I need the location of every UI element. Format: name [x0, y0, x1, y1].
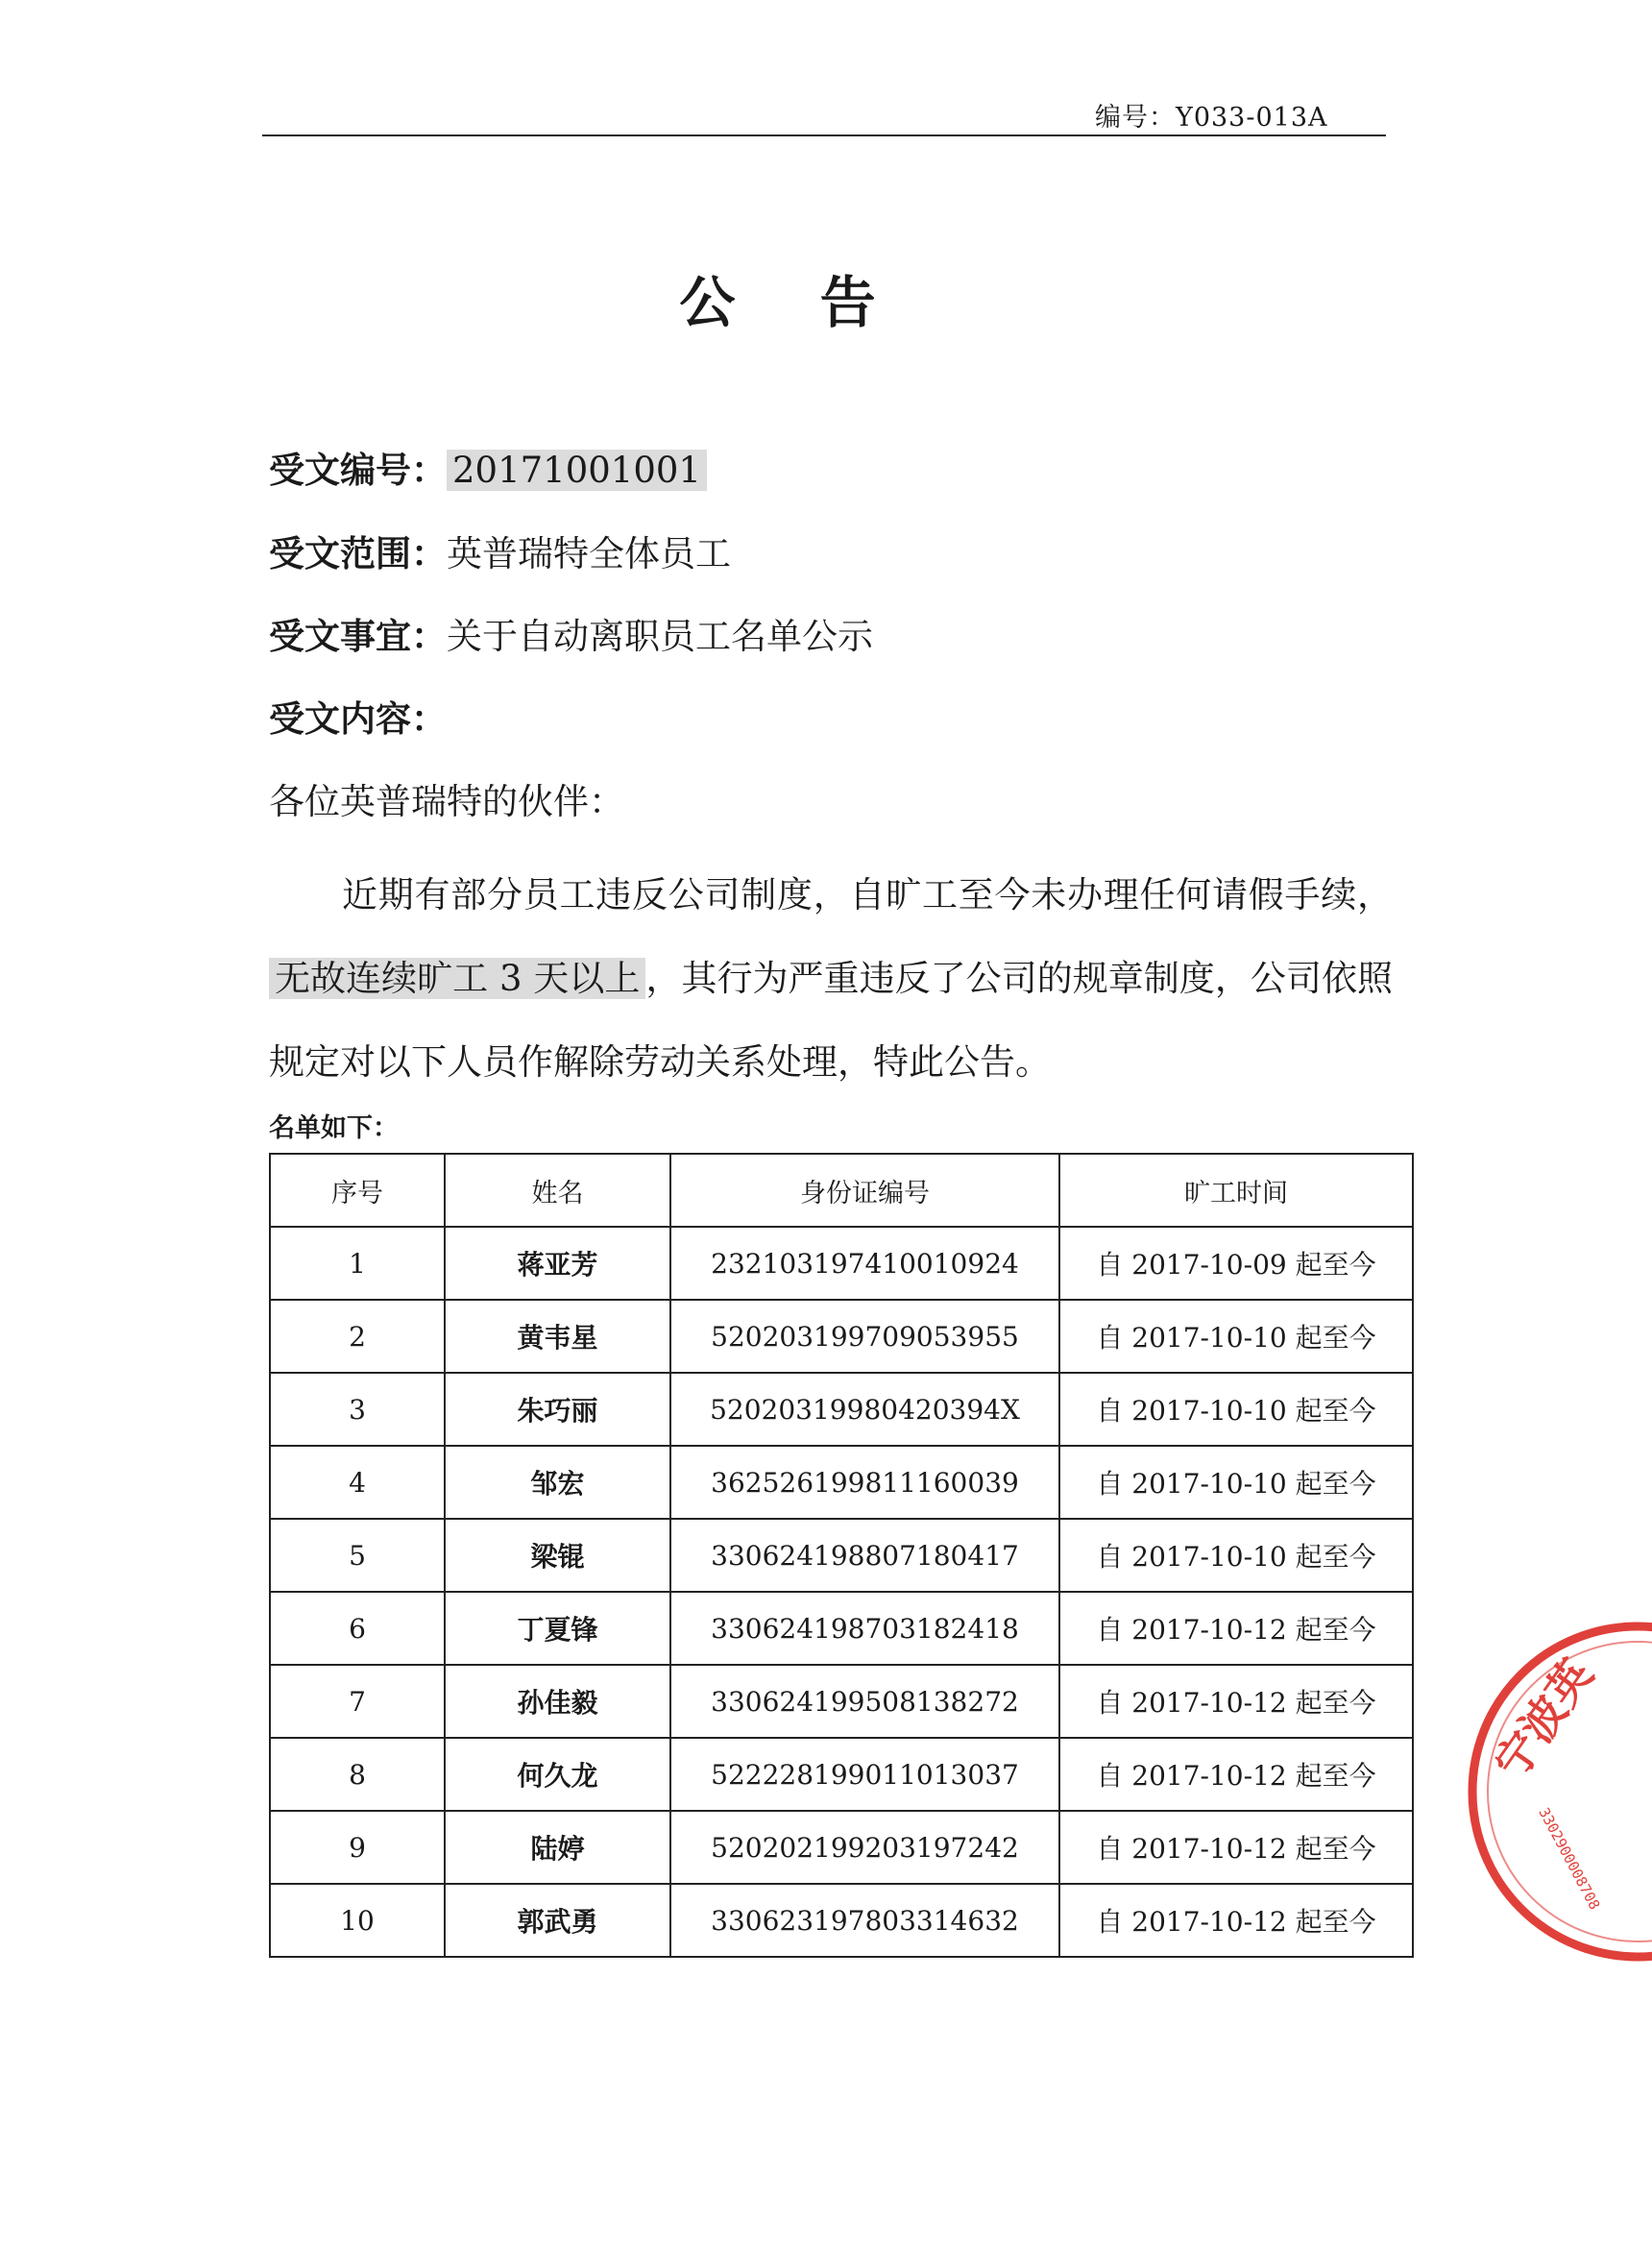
cell-name: 邹宏 [445, 1446, 670, 1519]
page-title: 公 告 [679, 270, 909, 335]
svg-text:宁波英: 宁波英 [1484, 1649, 1603, 1789]
list-caption: 名单如下： [269, 1113, 399, 1143]
table-header-row [270, 1154, 1413, 1227]
meta-label-scope: 受文范围： [269, 533, 447, 574]
notice-paragraph [269, 853, 1393, 1104]
cell-seq: 9 [270, 1811, 445, 1884]
cell-id: 330624199508138272 [670, 1665, 1059, 1738]
meta-value-scope: 英普瑞特全体员工 [447, 533, 731, 574]
document-number: 编号：Y033-013A [1095, 103, 1328, 133]
cell-period: 自 2017-10-10 起至今 [1059, 1300, 1413, 1373]
paragraph-highlight: 无故连续旷工 3 天以上 [269, 958, 645, 999]
cell-name: 朱巧丽 [445, 1373, 670, 1446]
cell-seq: 2 [270, 1300, 445, 1373]
meta-value-number: 20171001001 [447, 450, 707, 491]
cell-period: 自 2017-10-12 起至今 [1059, 1592, 1413, 1665]
meta-label-subject: 受文事宜： [269, 616, 447, 657]
table-row [270, 1738, 1413, 1811]
table-row [270, 1373, 1413, 1446]
company-seal-icon [1460, 1614, 1652, 1969]
meta-label-content: 受文内容： [269, 698, 447, 740]
cell-period: 自 2017-10-10 起至今 [1059, 1519, 1413, 1592]
cell-period: 自 2017-10-09 起至今 [1059, 1227, 1413, 1300]
table-row [270, 1519, 1413, 1592]
cell-name: 孙佳毅 [445, 1665, 670, 1738]
cell-seq: 10 [270, 1884, 445, 1957]
cell-name: 陆婷 [445, 1811, 670, 1884]
table-row [270, 1592, 1413, 1665]
cell-name: 何久龙 [445, 1738, 670, 1811]
cell-id: 522228199011013037 [670, 1738, 1059, 1811]
cell-id: 362526199811160039 [670, 1446, 1059, 1519]
svg-text:3302900008708: 3302900008708 [1535, 1804, 1604, 1913]
cell-name: 梁锟 [445, 1519, 670, 1592]
cell-seq: 5 [270, 1519, 445, 1592]
table-row [270, 1227, 1413, 1300]
cell-period: 自 2017-10-12 起至今 [1059, 1884, 1413, 1957]
header-divider [262, 134, 1386, 136]
paragraph-text-part2: ，其行为严重违反了公司的规章制度，公司依照规定对以下人员作解除劳动关系处理，特此公告。 [269, 958, 1394, 1083]
meta-row-subject [269, 613, 873, 661]
cell-id: 520203199709053955 [670, 1300, 1059, 1373]
cell-period: 自 2017-10-12 起至今 [1059, 1738, 1413, 1811]
col-header-seq: 序号 [270, 1154, 445, 1227]
col-header-id: 身份证编号 [670, 1154, 1059, 1227]
col-header-period: 旷工时间 [1059, 1154, 1413, 1227]
table-row [270, 1300, 1413, 1373]
cell-seq: 4 [270, 1446, 445, 1519]
cell-id: 330624198703182418 [670, 1592, 1059, 1665]
cell-period: 自 2017-10-12 起至今 [1059, 1811, 1413, 1884]
cell-seq: 8 [270, 1738, 445, 1811]
cell-id: 330624198807180417 [670, 1519, 1059, 1592]
employee-table [269, 1153, 1414, 1958]
paragraph-text-part1: 近期有部分员工违反公司制度，自旷工至今未办理任何请假手续， [342, 874, 1393, 915]
cell-seq: 1 [270, 1227, 445, 1300]
cell-name: 郭武勇 [445, 1884, 670, 1957]
meta-row-content [269, 696, 447, 744]
cell-name: 黄韦星 [445, 1300, 670, 1373]
table-row [270, 1665, 1413, 1738]
cell-id: 330623197803314632 [670, 1884, 1059, 1957]
table-row [270, 1811, 1413, 1884]
table-row [270, 1884, 1413, 1957]
meta-row-scope [269, 530, 731, 578]
meta-value-subject: 关于自动离职员工名单公示 [447, 616, 873, 657]
cell-name: 丁夏锋 [445, 1592, 670, 1665]
cell-id: 52020319980420394X [670, 1373, 1059, 1446]
col-header-name: 姓名 [445, 1154, 670, 1227]
cell-period: 自 2017-10-12 起至今 [1059, 1665, 1413, 1738]
cell-period: 自 2017-10-10 起至今 [1059, 1373, 1413, 1446]
cell-id: 520202199203197242 [670, 1811, 1059, 1884]
meta-label-number: 受文编号： [269, 450, 447, 491]
cell-seq: 7 [270, 1665, 445, 1738]
cell-id: 232103197410010924 [670, 1227, 1059, 1300]
table-row [270, 1446, 1413, 1519]
cell-seq: 3 [270, 1373, 445, 1446]
cell-seq: 6 [270, 1592, 445, 1665]
salutation: 各位英普瑞特的伙伴： [269, 781, 624, 822]
meta-row-number [269, 447, 707, 495]
cell-name: 蒋亚芳 [445, 1227, 670, 1300]
cell-period: 自 2017-10-10 起至今 [1059, 1446, 1413, 1519]
